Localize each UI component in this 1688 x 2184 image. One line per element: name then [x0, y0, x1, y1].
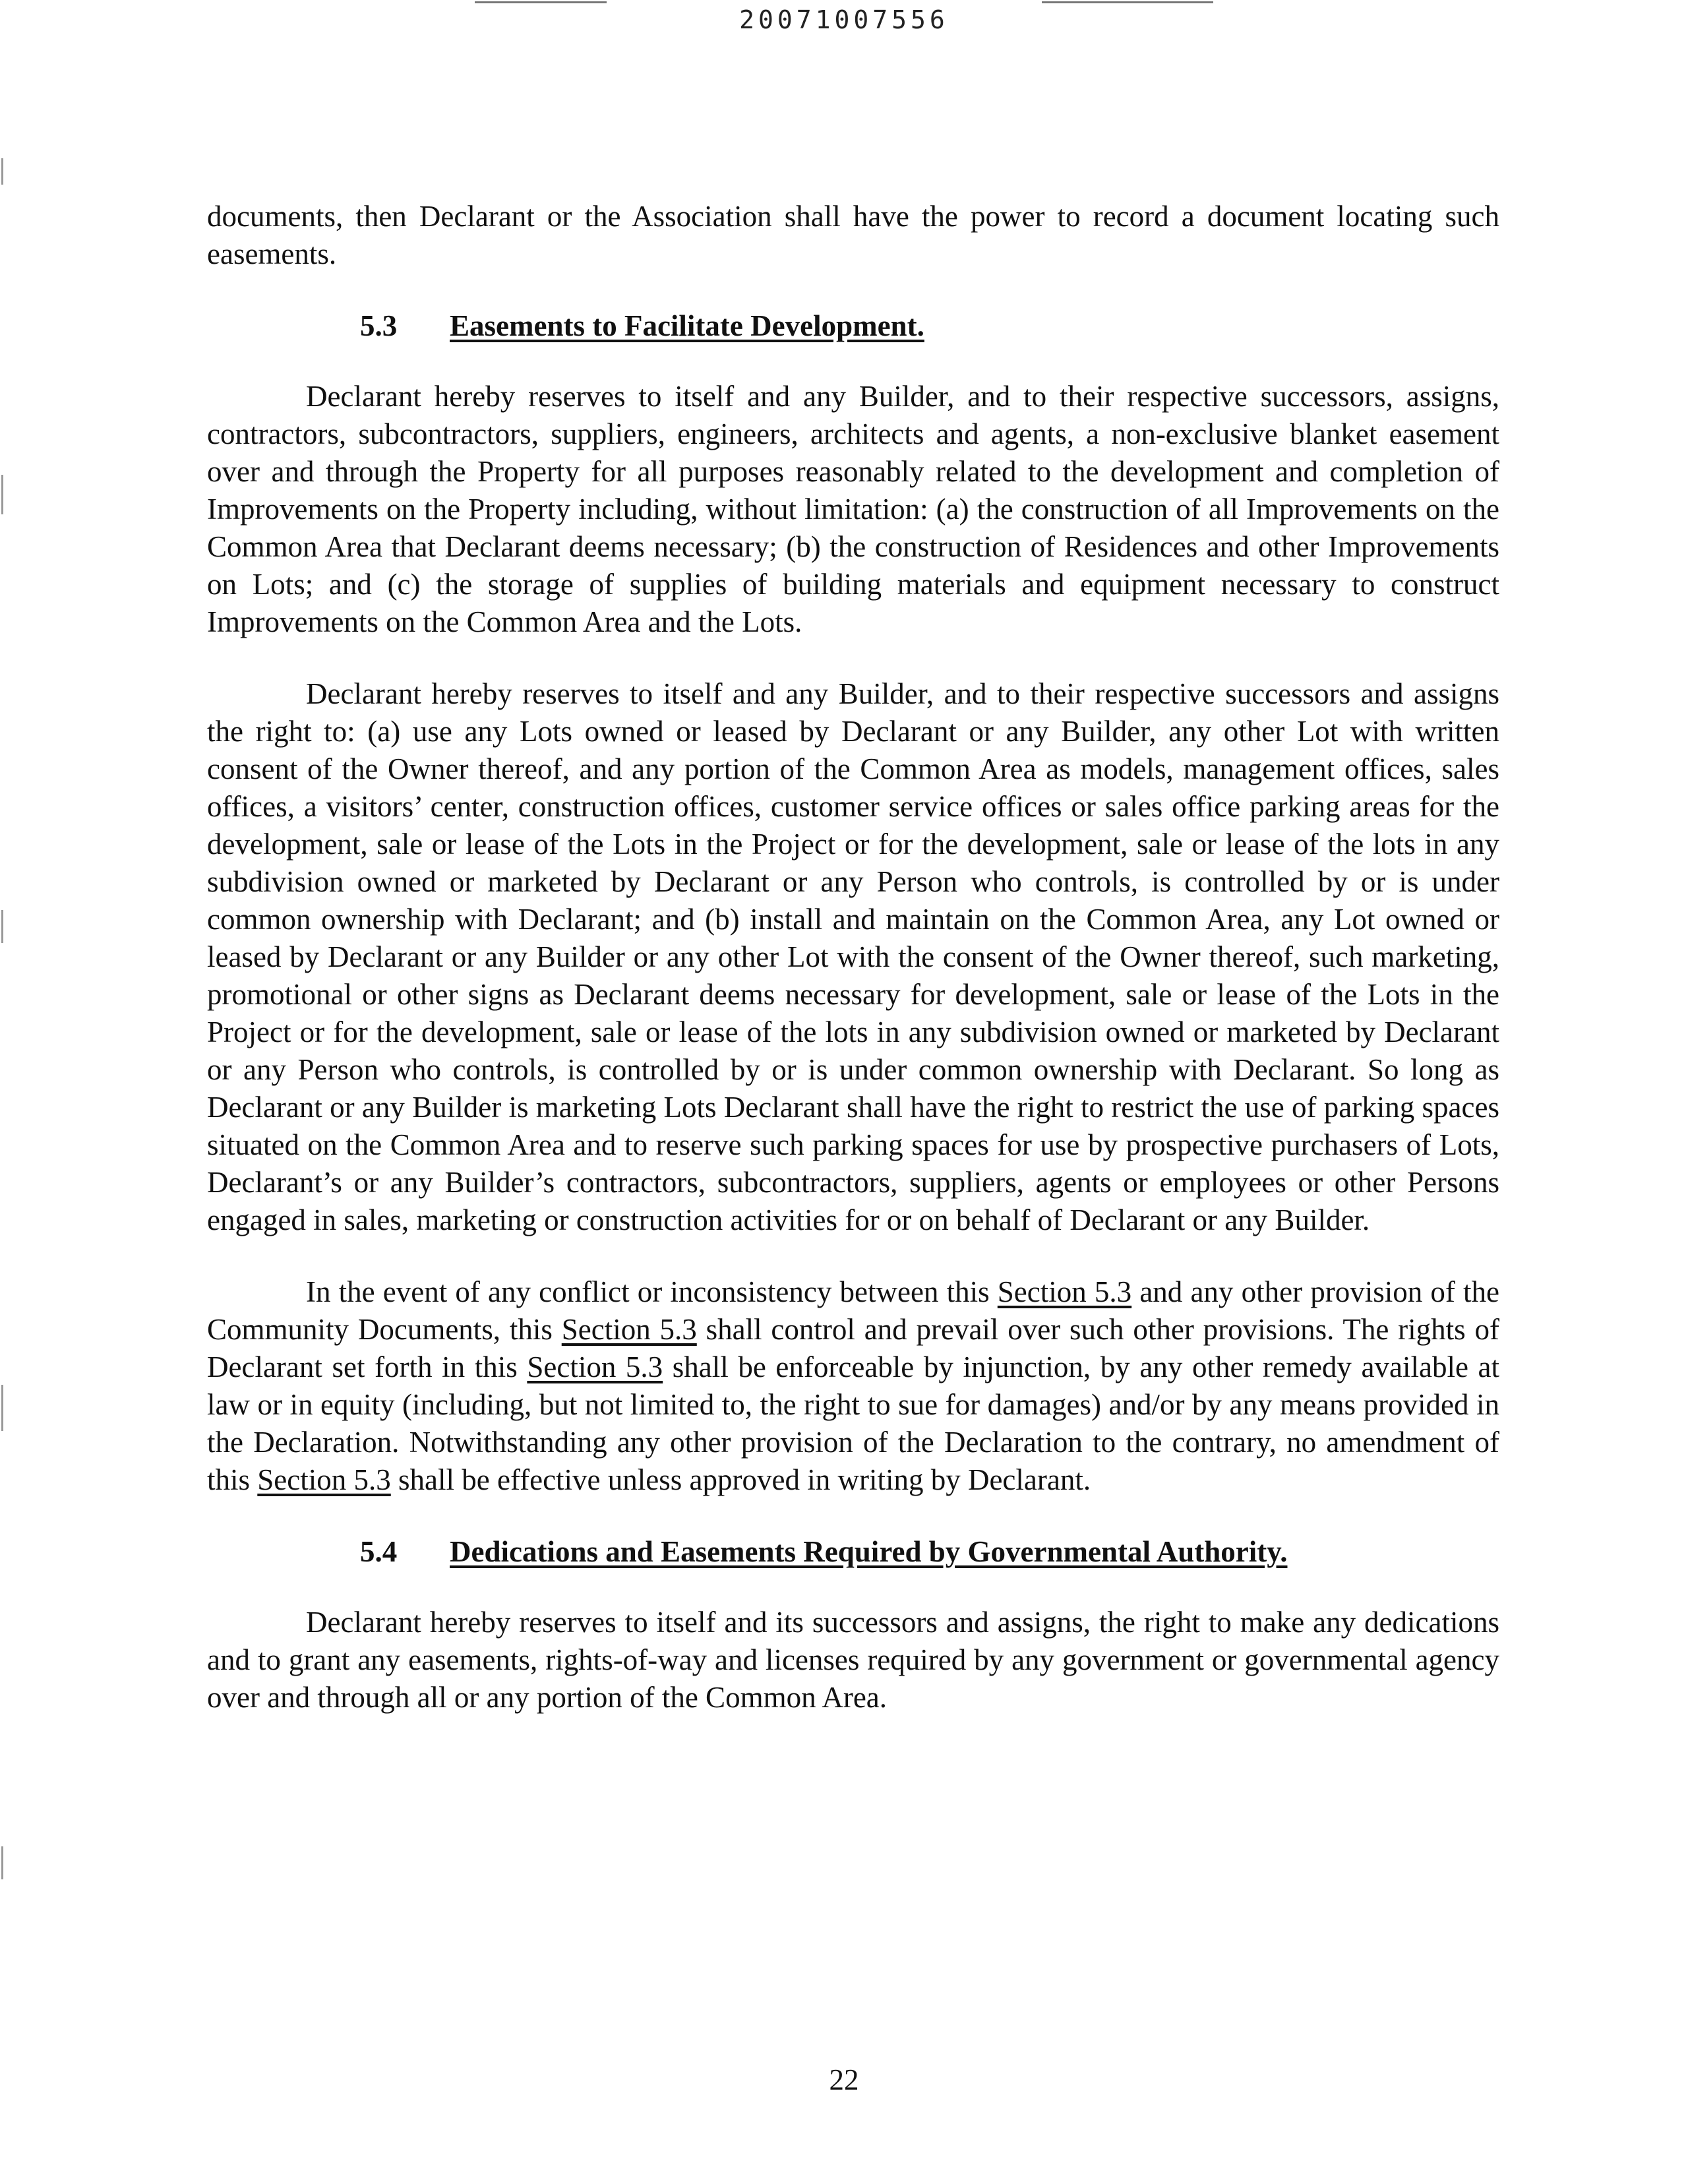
section-heading-5-4	[207, 1533, 1499, 1571]
section-reference: Section 5.3	[527, 1350, 663, 1383]
scan-margin-mark	[1, 910, 3, 943]
document-body	[207, 198, 1499, 1751]
paragraph-continuation: documents, then Declarant or the Association shall have the power to record a document locating such easements.	[207, 200, 1499, 270]
text-run: In the event of any conflict or inconsistency between this	[306, 1275, 998, 1308]
section-reference: Section 5.3	[997, 1275, 1132, 1308]
scan-margin-mark	[1, 475, 3, 514]
scan-margin-mark	[1, 1846, 3, 1879]
section-number: 5.3	[360, 309, 398, 342]
page-number: 22	[829, 2063, 859, 2096]
paragraph-easement-reservation: Declarant hereby reserves to itself and any Builder, and to their respective successors, assigns, contractors, subcontractors, suppliers, engineers, architects and agents, a non-exclusive blanket easement over and through the Property for all purposes reasonably related to the development and completion of Improvements on the Property including, without limitation: (a) the construction of all Improvements on the Common Area that Declarant deems necessary; (b) the construction of Residences and other Improvements on Lots; and (c) the storage of supplies of building materials and equipment necessary to construct Improvements on the Common Area and the Lots.	[207, 380, 1499, 638]
text-run: shall be effective unless approved in writing by Declarant.	[390, 1463, 1091, 1496]
section-reference: Section 5.3	[561, 1313, 697, 1346]
text-run: shall control and prevail over such other provisions. The rights of Declarant set forth in this	[207, 1313, 1499, 1383]
section-number: 5.4	[360, 1535, 398, 1568]
text-run: shall be enforceable by injunction, by any other remedy available at law or in equity (including, but not limited to, the right to sue for damages) and/or by any means provided in the Declaration. Notwithstanding any other provision of the Declaration to the contrary, no amendment of this	[207, 1350, 1499, 1496]
document-number: 20071007556	[739, 5, 949, 34]
text-run: and any other provision of the Community Documents, this	[207, 1275, 1499, 1346]
paragraph-dedications: Declarant hereby reserves to itself and its successors and assigns, the right to make any dedications and to grant any easements, rights-of-way and licenses required by any government or governmental agency over and through all or any portion of the Common Area.	[207, 1606, 1499, 1714]
scan-artifact-top-right	[1042, 1, 1213, 3]
section-reference: Section 5.3	[257, 1463, 391, 1496]
section-heading-5-3	[207, 307, 1499, 345]
paragraph-conflict-provision	[207, 1273, 1499, 1499]
scan-artifact-top-left	[475, 1, 607, 3]
paragraph-marketing-rights: Declarant hereby reserves to itself and any Builder, and to their respective successors and assigns the right to: (a) use any Lots owned or leased by Declarant or any Builder, any other Lot with written consent of the Owner thereof, and any portion of the Common Area as models, management offices, sales offices, a visitors’ center, construction offices, customer service offices or sales office parking areas for the development, sale or lease of the Lots in the Project or for the development, sale or lease of the lots in any subdivision owned or marketed by Declarant or any Person who controls, is controlled by or is under common ownership with Declarant; and (b) install and maintain on the Common Area, any Lot owned or leased by Declarant or any Builder or any other Lot with the consent of the Owner thereof, such marketing, promotional or other signs as Declarant deems necessary for development, sale or lease of the Lots in the Project or for the development, sale or lease of the lots in any subdivision owned or marketed by Declarant or any Person who controls, is controlled by or is under common ownership with Declarant. So long as Declarant or any Builder is marketing Lots Declarant shall have the right to restrict the use of parking spaces situated on the Common Area and to reserve such parking spaces for use by prospective purchasers of Lots, Declarant’s or any Builder’s contractors, subcontractors, suppliers, agents or employees or other Persons engaged in sales, marketing or construction activities for or on behalf of Declarant or any Builder.	[207, 677, 1499, 1236]
section-title: Easements to Facilitate Development.	[450, 309, 924, 342]
scan-margin-mark	[1, 158, 3, 185]
section-title: Dedications and Easements Required by Governmental Authority.	[450, 1535, 1288, 1568]
scan-margin-mark	[1, 1385, 3, 1431]
